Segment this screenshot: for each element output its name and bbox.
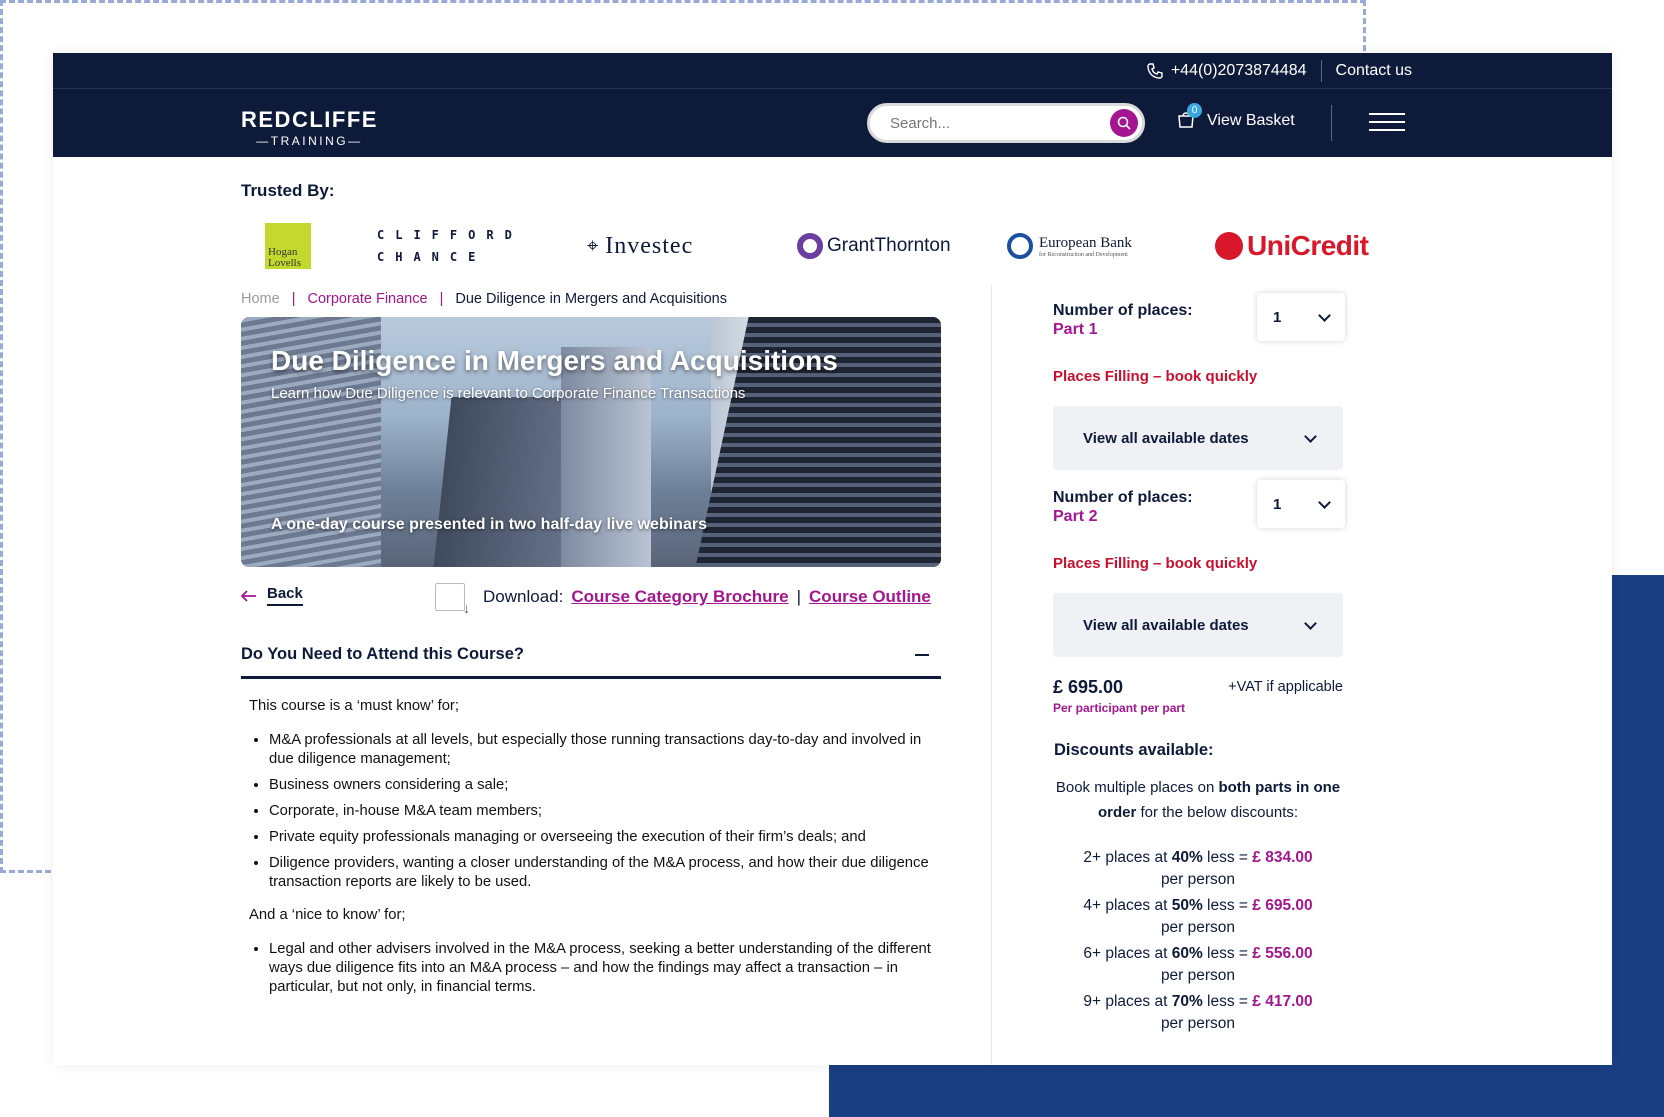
part2-label: Part 2 — [1053, 508, 1098, 525]
unicredit-mark-icon — [1215, 232, 1243, 260]
investec-logo: ⌖ Investec — [587, 232, 694, 259]
phone-number: +44(0)2073874484 — [1170, 61, 1307, 79]
collapse-minus-icon[interactable] — [915, 654, 929, 656]
course-title: Due Diligence in Mergers and Acquisitions — [271, 345, 838, 376]
quantity-select-part1[interactable]: 1 — [1257, 293, 1345, 341]
grant-thornton-mark-icon — [797, 233, 823, 259]
menu-hamburger-icon[interactable] — [1369, 113, 1405, 133]
attend-accordion-header[interactable] — [241, 633, 941, 679]
discount-list — [1053, 847, 1343, 1039]
pdf-download-icon — [435, 583, 465, 611]
price-per-note: Per participant per part — [1053, 701, 1186, 715]
accordion-title: Do You Need to Attend this Course? — [241, 645, 524, 663]
view-basket-button[interactable] — [1177, 105, 1295, 131]
part1-label: Part 1 — [1053, 321, 1098, 338]
column-divider — [991, 285, 992, 1065]
basket-count-badge: 0 — [1187, 103, 1202, 118]
main-navbar — [53, 89, 1612, 157]
download-label: Download: — [483, 587, 564, 606]
list-item: • Private equity professionals managing or overseeing the execution of their firm’s deals; and — [269, 828, 939, 847]
logo-line2: —TRAINING— — [256, 134, 363, 148]
trusted-by-label: Trusted By: — [241, 181, 335, 200]
places-part2 — [1053, 489, 1345, 526]
search-input[interactable] — [890, 115, 1090, 132]
download-row — [435, 583, 931, 611]
discounts-title: Discounts available: — [1054, 741, 1214, 759]
redcliffe-logo[interactable] — [241, 107, 378, 148]
vat-note: +VAT if applicable — [1228, 679, 1343, 695]
discount-row: 2+ places at 40% less = £ 834.00 per person — [1083, 849, 1313, 888]
nice-to-know-intro: And a ‘nice to know’ for; — [249, 907, 406, 923]
chevron-down-icon — [1318, 309, 1331, 322]
places-filling-warning: Places Filling – book quickly — [1053, 368, 1258, 385]
accordion-content — [249, 697, 939, 1011]
discount-row: 9+ places at 70% less = £ 417.00 per person — [1083, 993, 1313, 1032]
chevron-down-icon — [1318, 496, 1331, 509]
search-box — [867, 103, 1145, 143]
basket-icon — [1177, 105, 1198, 131]
top-bar — [53, 53, 1612, 89]
grant-thornton-logo: GrantThornton — [797, 211, 951, 281]
list-item: • M&A professionals at all levels, but especially those running transactions day-to-day and involved in due diligence management; — [269, 731, 939, 769]
nice-to-know-list — [269, 940, 939, 997]
must-know-intro: This course is a ‘must know’ for; — [249, 698, 459, 714]
ebrd-mark-icon — [1007, 233, 1033, 259]
course-category-brochure-link[interactable]: Course Category Brochure — [571, 587, 789, 606]
view-dates-dropdown-part1[interactable]: View all available dates — [1053, 406, 1343, 470]
breadcrumb-sep: | — [291, 291, 296, 307]
back-label: Back — [267, 585, 303, 606]
breadcrumb — [241, 291, 727, 307]
search-button[interactable] — [1110, 109, 1138, 137]
chevron-down-icon — [1304, 617, 1317, 630]
discounts-intro: Book multiple places on both parts in one order for the below discounts: — [1055, 779, 1341, 821]
phone-link[interactable] — [1147, 60, 1322, 82]
arrow-left-icon — [241, 590, 257, 602]
must-know-list — [269, 731, 939, 892]
logo-line1: REDCLIFFE — [241, 107, 378, 132]
quantity-select-part2[interactable]: 1 — [1257, 480, 1345, 528]
unicredit-logo: UniCredit — [1215, 211, 1369, 281]
places-filling-warning: Places Filling – book quickly — [1053, 555, 1258, 572]
client-logos — [241, 211, 1481, 281]
european-bank-logo: European Bank for Reconstruction and Development — [1007, 211, 1132, 281]
breadcrumb-category[interactable]: Corporate Finance — [307, 291, 428, 307]
list-item: • Corporate, in-house M&A team members; — [269, 802, 939, 821]
price-block — [1053, 677, 1343, 715]
breadcrumb-home[interactable]: Home — [241, 291, 280, 307]
investec-mark-icon: ⌖ — [587, 234, 600, 257]
list-item: • Legal and other advisers involved in the M&A process, seeking a better understanding of the different ways due diligence fits into an M&A process – and how the findings may affect a transaction – in particular, but not only, in financial terms. — [269, 940, 939, 997]
contact-us-link[interactable]: Contact us — [1335, 61, 1412, 79]
download-divider: | — [796, 587, 802, 606]
back-button[interactable] — [241, 585, 303, 606]
list-item: • Business owners considering a sale; — [269, 776, 939, 795]
browser-window — [53, 53, 1612, 1065]
course-format-note: A one-day course presented in two half-day live webinars — [271, 516, 707, 533]
discount-row: 6+ places at 60% less = £ 556.00 per person — [1083, 945, 1313, 984]
discount-row: 4+ places at 50% less = £ 695.00 per person — [1083, 897, 1313, 936]
places-part1 — [1053, 302, 1345, 339]
places-label: Number of places: — [1053, 302, 1193, 319]
nav-divider — [1331, 105, 1332, 141]
basket-label: View Basket — [1207, 112, 1295, 129]
price-amount: £ 695.00 — [1053, 677, 1124, 697]
course-hero-banner — [241, 317, 941, 567]
view-dates-dropdown-part2[interactable]: View all available dates — [1053, 593, 1343, 657]
breadcrumb-sep: | — [439, 291, 444, 307]
breadcrumb-current: Due Diligence in Mergers and Acquisitions — [455, 291, 727, 307]
list-item: • Diligence providers, wanting a closer understanding of the M&A process, and how their due diligence transaction reports are likely to be used. — [269, 854, 939, 892]
search-icon — [1117, 116, 1131, 130]
course-subtitle: Learn how Due Diligence is relevant to Corporate Finance Transactions — [271, 385, 746, 402]
clifford-chance-logo: CLIFFORD CHANCE — [377, 228, 523, 264]
phone-icon — [1147, 63, 1163, 79]
hogan-lovells-logo: Hogan Lovells — [265, 211, 311, 281]
places-label: Number of places: — [1053, 489, 1193, 506]
course-outline-link[interactable]: Course Outline — [809, 587, 931, 606]
chevron-down-icon — [1304, 430, 1317, 443]
